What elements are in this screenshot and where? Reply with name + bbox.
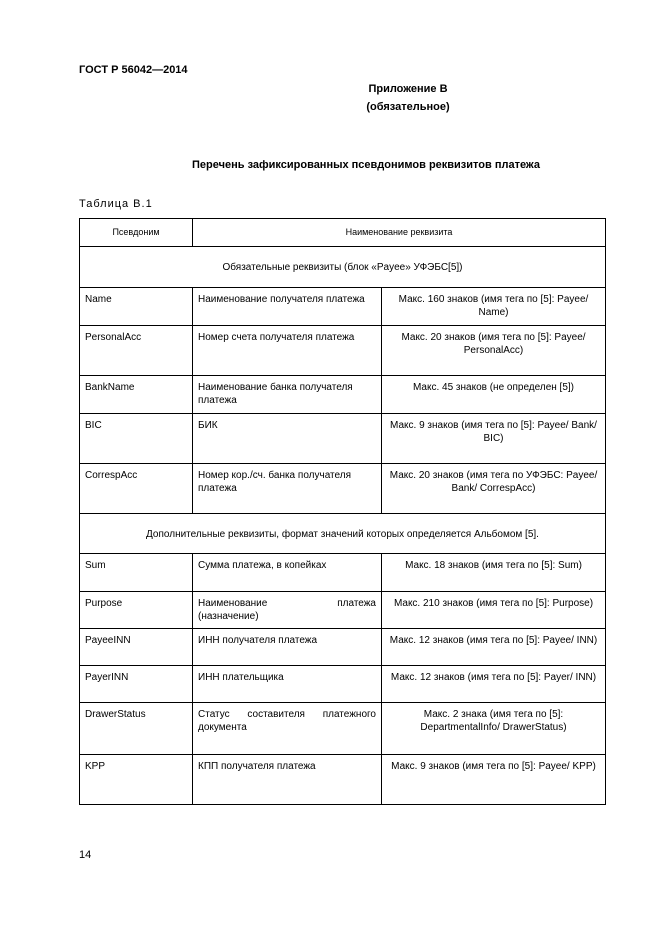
page-number: 14 <box>79 849 92 861</box>
name-part: Наименование <box>198 598 268 609</box>
desc-cell: Макс. 20 знаков (имя тега по УФЭБС: Payee/ Bank/ CorrespAcc) <box>382 464 606 514</box>
table-row <box>80 592 606 629</box>
table-row <box>80 755 606 805</box>
table-header-row <box>80 219 606 247</box>
table-row <box>80 414 606 464</box>
desc-cell: Макс. 20 знаков (имя тега по [5]: Payee/ PersonalAcc) <box>382 326 606 376</box>
desc-cell: Макс. 9 знаков (имя тега по [5]: Payee/ KPP) <box>382 755 606 805</box>
name-cell: КПП получателя платежа <box>193 755 382 805</box>
desc-cell: Макс. 45 знаков (не определен [5]) <box>382 376 606 414</box>
section-row-required <box>80 247 606 288</box>
section-row-additional <box>80 514 606 554</box>
name-cell: Наименование банка получателя платежа <box>193 376 382 414</box>
name-part: платежа <box>337 598 376 609</box>
table-row <box>80 554 606 592</box>
list-title: Перечень зафиксированных псевдонимов реквизитов платежа <box>192 159 540 171</box>
desc-cell: Макс. 2 знака (имя тега по [5]: DepartmentalInfo/ DrawerStatus) <box>382 703 606 755</box>
alias-cell: BankName <box>80 376 193 414</box>
requisites-table <box>79 218 606 805</box>
desc-cell: Макс. 18 знаков (имя тега по [5]: Sum) <box>382 554 606 592</box>
desc-cell: Макс. 210 знаков (имя тега по [5]: Purpose) <box>382 592 606 629</box>
header-requisite-name: Наименование реквизита <box>193 219 606 247</box>
table-caption: Таблица В.1 <box>79 198 153 210</box>
name-part: (назначение) <box>198 611 259 622</box>
alias-cell: Purpose <box>80 592 193 629</box>
desc-cell: Макс. 12 знаков (имя тега по [5]: Payer/ INN) <box>382 666 606 703</box>
desc-cell: Макс. 9 знаков (имя тега по [5]: Payee/ Bank/ BIC) <box>382 414 606 464</box>
table-row <box>80 703 606 755</box>
alias-cell: BIC <box>80 414 193 464</box>
name-cell <box>193 592 382 629</box>
alias-cell: Sum <box>80 554 193 592</box>
table-row <box>80 288 606 326</box>
table-row <box>80 666 606 703</box>
table-row <box>80 376 606 414</box>
annex-title: Приложение В <box>368 83 448 95</box>
alias-cell: PersonalAcc <box>80 326 193 376</box>
alias-cell: DrawerStatus <box>80 703 193 755</box>
alias-cell: Name <box>80 288 193 326</box>
alias-cell: PayeeINN <box>80 629 193 666</box>
table-row <box>80 464 606 514</box>
table-row <box>80 629 606 666</box>
name-cell: Статус составителя платежного документа <box>193 703 382 755</box>
alias-cell: PayerINN <box>80 666 193 703</box>
name-cell: ИНН получателя платежа <box>193 629 382 666</box>
section-required-title: Обязательные реквизиты (блок «Payee» УФЭБС[5]) <box>80 247 606 288</box>
name-cell: ИНН плательщика <box>193 666 382 703</box>
name-cell: Номер счета получателя платежа <box>193 326 382 376</box>
name-cell: БИК <box>193 414 382 464</box>
annex-status: (обязательное) <box>366 101 450 113</box>
section-additional-title: Дополнительные реквизиты, формат значений которых определяется Альбомом [5]. <box>80 514 606 554</box>
desc-cell: Макс. 160 знаков (имя тега по [5]: Payee/ Name) <box>382 288 606 326</box>
table-row <box>80 326 606 376</box>
name-cell: Сумма платежа, в копейках <box>193 554 382 592</box>
header-alias: Псевдоним <box>80 219 193 247</box>
name-cell: Номер кор./сч. банка получателя платежа <box>193 464 382 514</box>
alias-cell: KPP <box>80 755 193 805</box>
document-code: ГОСТ Р 56042—2014 <box>79 64 188 76</box>
name-cell: Наименование получателя платежа <box>193 288 382 326</box>
desc-cell: Макс. 12 знаков (имя тега по [5]: Payee/ INN) <box>382 629 606 666</box>
alias-cell: CorrespAcc <box>80 464 193 514</box>
